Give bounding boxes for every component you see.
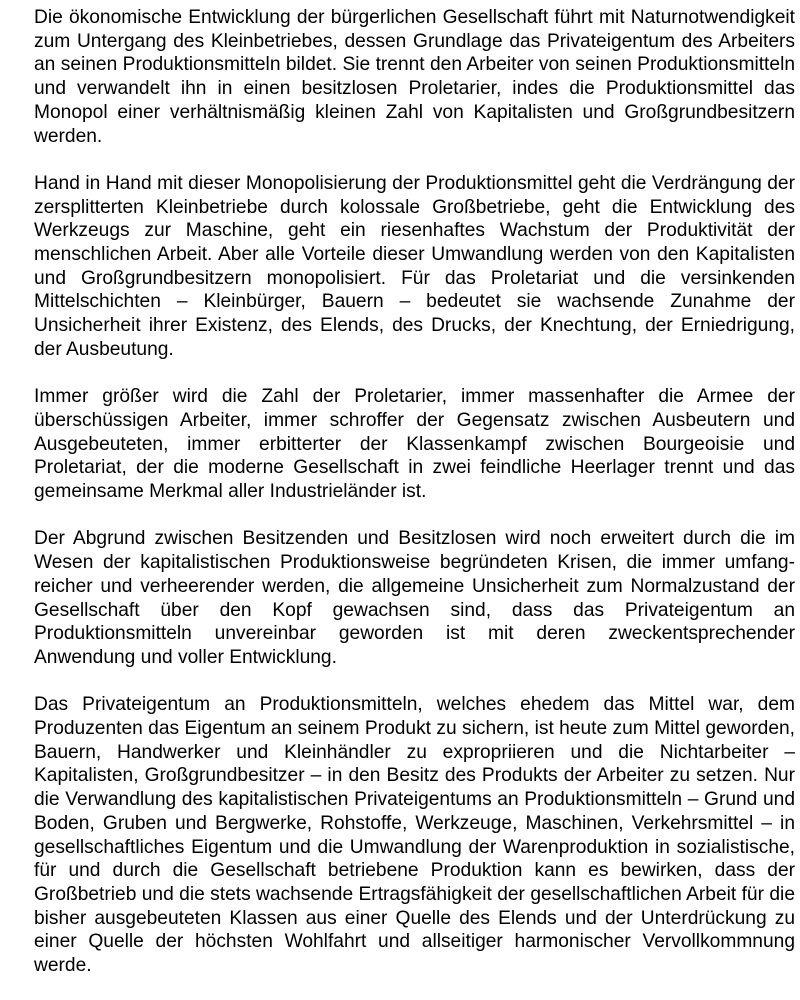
document-body [34,6,795,978]
paragraph-4: Der Abgrund zwischen Besitzenden und Besitzlosen wird noch erweitert durch die im Wesen der kapitalistischen Produktionsweise begründeten Krisen, die immer umfangreicher und verheerender werden, die allgemeine Unsicherheit zum Normalzustand der Gesellschaft über den Kopf gewachsen sind, dass das Privateigentum an Produktionsmitteln unvereinbar geworden ist mit deren zweckentsprechender Anwendung und voller Entwicklung. [34,528,795,668]
paragraph-1: Die ökonomische Entwicklung der bürgerlichen Gesellschaft führt mit Naturnotwendigkeit zum Untergang des Kleinbetriebes, dessen Grundlage das Privateigentum des Arbeiters an seinen Produktionsmitteln bildet. Sie trennt den Arbeiter von seinen Produktionsmitteln und verwandelt ihn in einen besitzlosen Proletarier, indes die Produktionsmittel das Monopol einer verhältnismäßig kleinen Zahl von Kapitalisten und Großgrundbesitzern werden. [34,7,795,147]
paragraph-3: Immer größer wird die Zahl der Proletarier, immer massenhafter die Armee der überschüssigen Arbeiter, immer schroffer der Gegensatz zwischen Ausbeutern und Ausgebeuteten, immer erbitterter der Klassenkampf zwischen Bourgeoisie und Proletariat, der die moderne Gesellschaft in zwei feindliche Heerlager trennt und das gemeinsame Merkmal aller Industrieländer ist. [34,386,795,503]
paragraph-2: Hand in Hand mit dieser Monopolisierung der Produktionsmittel geht die Verdrängung der zersplitterten Kleinbetriebe durch kolossale Großbetriebe, geht die Entwicklung des Werkzeugs zur Maschine, geht ein riesenhaftes Wachstum der Produktivität der menschlichen Arbeit. Aber alle Vorteile dieser Umwandlung werden von den Kapitalisten und Großgrundbesitzern monopolisiert. Für das Proletariat und die versinkenden Mittelschichten – Kleinbürger, Bauern – bedeutet sie wachsende Zunahme der Unsicherheit ihrer Existenz, des Elends, des Drucks, der Knechtung, der Erniedrigung, der Ausbeutung. [34,172,795,360]
paragraph-5: Das Privateigentum an Produktionsmitteln, welches ehedem das Mittel war, dem Produzenten das Eigentum an seinem Produkt zu sichern, ist heute zum Mittel geworden, Bauern, Handwerker und Kleinhändler zu expropriieren und die Nichtarbeiter – Kapitalisten, Großgrundbesitzer – in den Besitz des Produkts der Arbeiter zu setzen. Nur die Verwandlung des kapitalistischen Privateigentums an Produktionsmitteln – Grund und Boden, Gruben und Bergwerke, Rohstoffe, Werkzeuge, Maschinen, Verkehrsmittel – in gesellschaftliches Eigentum und die Umwandlung der Warenproduktion in sozialistische, für und durch die Gesellschaft betriebene Produktion kann es bewirken, dass der Großbetrieb und die stets wachsende Ertragsfähigkeit der gesellschaftlichen Arbeit für die bisher ausgebeuteten Klassen aus einer Quelle des Elends und der Unterdrückung zu einer Quelle der höchsten Wohlfahrt und allseitiger harmonischer Vervollkommnung werde. [34,694,795,977]
